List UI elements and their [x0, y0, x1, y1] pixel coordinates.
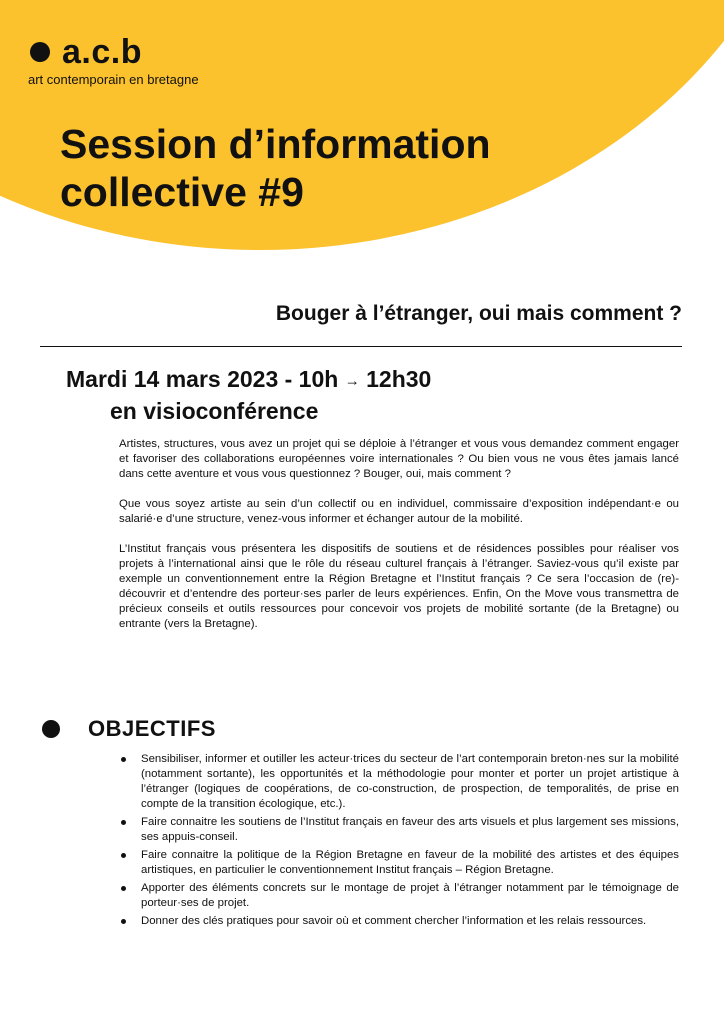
- bullet-icon: [121, 919, 126, 924]
- objectives-heading: OBJECTIFS: [88, 716, 216, 741]
- objective-item: [119, 848, 679, 878]
- objective-item: [119, 914, 679, 929]
- divider: [40, 346, 682, 347]
- objective-item: [119, 881, 679, 911]
- event-venue: en visioconférence: [110, 398, 319, 424]
- intro-paragraph: Que vous soyez artiste au sein d’un collectif ou en individuel, commissaire d’exposition indépendant·e ou salarié·e d’une structure, venez-vous informer et échanger autour de la mobilité.: [119, 498, 679, 525]
- page-subtitle: Bouger à l’étranger, oui mais comment ?: [275, 302, 682, 325]
- event-date: [66, 366, 431, 393]
- intro-paragraph: L’Institut français vous présentera les dispositifs de soutiens et de résidences possibles pour réaliser vos projets à l’international ainsi que le rôle du réseau culturel français à l’étranger. Saviez-vous qu’il existe par exemple un conventionnement entre la Région Bretagne et l’Institut français ? Ce sera l’occasion de (re)-découvrir et d’entendre des porteur·ses parler de leurs expériences. Enfin, On the Move vous transmettra de précieux conseils et outils ressources pour concevoir vos projets de mobilité sortante (de la Bretagne) ou entrante (vers la Bretagne).: [119, 543, 679, 630]
- intro-text: [119, 437, 679, 647]
- objective-text: Faire connaitre la politique de la Région Bretagne en faveur de la mobilité des artistes et des équipes artistiques, en particulier le conventionnement Institut français – Région Bretagne.: [141, 849, 679, 876]
- brand-logo: [28, 34, 199, 87]
- logo-dot-icon: [30, 42, 50, 62]
- event-date-end: 12h30: [366, 366, 432, 392]
- title-line-2: collective #9: [60, 169, 304, 215]
- bullet-icon: [121, 820, 126, 825]
- objectives-list: [119, 752, 679, 932]
- objective-text: Apporter des éléments concrets sur le montage de projet à l’étranger notamment par le témoignage de porteur·ses de projet.: [141, 882, 679, 909]
- objective-item: [119, 752, 679, 812]
- bullet-icon: [121, 757, 126, 762]
- objective-text: Donner des clés pratiques pour savoir où et comment chercher l’information et les relais ressources.: [141, 915, 647, 927]
- objective-text: Faire connaitre les soutiens de l’Institut français en faveur des arts visuels et plus largement ses missions, ses appuis-conseil.: [141, 816, 679, 843]
- bullet-dot-icon: [42, 720, 60, 738]
- event-date-start: Mardi 14 mars 2023 - 10h: [66, 366, 339, 392]
- title-line-1: Session d’information: [60, 121, 491, 167]
- bullet-icon: [121, 886, 126, 891]
- bullet-icon: [121, 853, 126, 858]
- objective-text: Sensibiliser, informer et outiller les acteur·trices du secteur de l’art contemporain breton·nes sur la mobilité (notamment sortante), les opportunités et la méthodologie pour monter et porter un projet artistique à l’étranger (logiques de coopérations, de co-construction, de prospection, de temporalités, de prise en compte de la transition écologique, etc.).: [141, 753, 679, 810]
- page-title: [60, 120, 491, 216]
- intro-paragraph: Artistes, structures, vous avez un projet qui se déploie à l’étranger et vous vous demandez comment engager et favoriser des collaborations européennes voire internationales ? Ou bien vous ne vous êtes jamais lancé dans cette aventure et vous vous questionnez ? Bouger, oui, mais comment ?: [119, 438, 679, 480]
- objectives-header: [42, 716, 216, 742]
- brand-tagline: art contemporain en bretagne: [28, 72, 199, 87]
- arrow-right-icon: →: [344, 372, 360, 390]
- brand-name: a.c.b: [62, 33, 142, 71]
- objective-item: [119, 815, 679, 845]
